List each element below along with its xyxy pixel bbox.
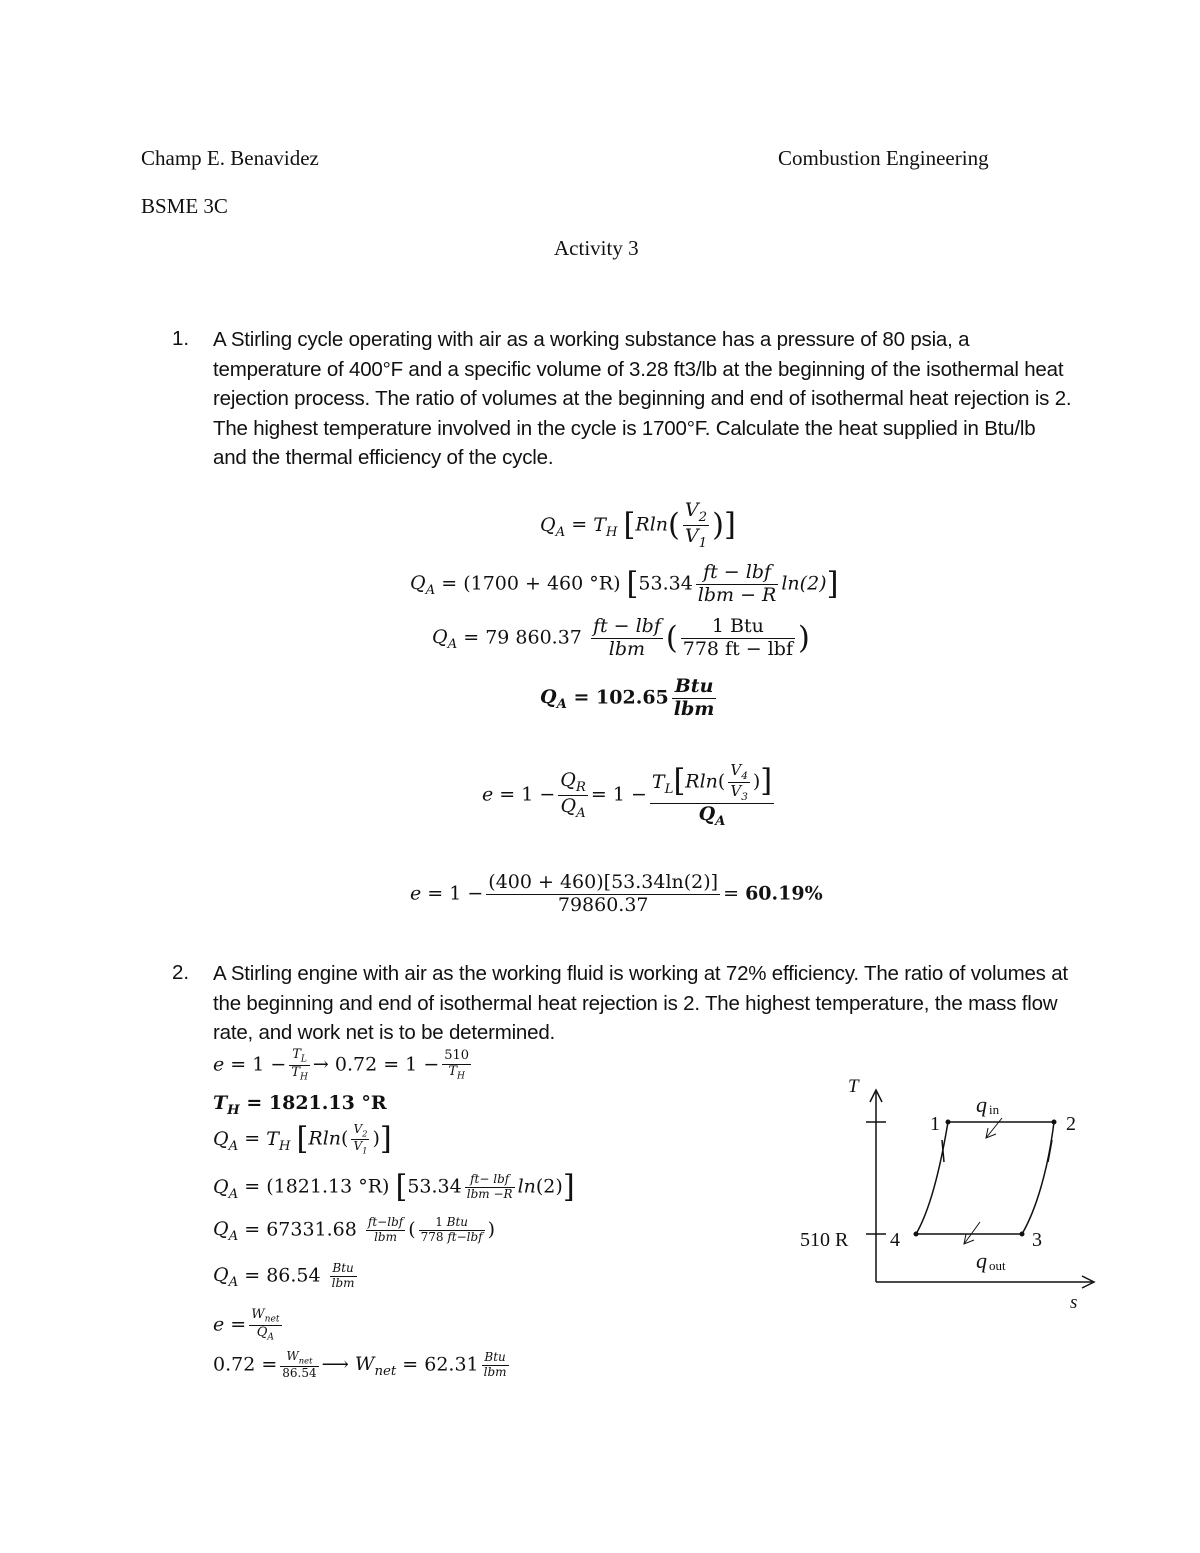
p2-wnet-result: 62.31 — [424, 1353, 479, 1376]
p1-conv-den: 778 ft − lbf — [682, 637, 793, 660]
problem-2-text: A Stirling engine with air as the working fluid is working at 72% efficiency. The ratio of volumes at the beginning and end of isothermal heat rejection is 2. The highest temperature, the mass flow rate, and work net is to be determined. — [213, 962, 1068, 1044]
p1-eq-qa-substitution: $Q_A = (1700 + 460$ °R) [53.34 $\frac{\text{ft − lbf}}{\text{lbm − R}}$ ln(2)] — [410, 561, 839, 606]
p1-conv-num: 1 Btu — [711, 615, 764, 637]
q-out-subscript: out — [989, 1258, 1006, 1273]
p2-eq-efficiency-def: e = $\frac{W_{net}}{Q_A}$ — [213, 1307, 280, 1343]
p1-eff-result: 60.19% — [745, 882, 823, 905]
p2-step2-prefix: (1821.13 °R) — [266, 1175, 390, 1198]
p1-step2-prefix: (1700 + 460 °R) — [463, 572, 621, 595]
p1-eq-qa-formula: $Q_A = T_H$ [Rln( $\frac{V_2}{V_1}$ )] — [540, 499, 736, 551]
p1-step3-value: 79 860.37 — [485, 626, 582, 649]
p2-step2-coef: 53.34 — [407, 1175, 462, 1198]
point-4-label: 4 — [890, 1229, 900, 1251]
point-1-label: 1 — [930, 1113, 940, 1135]
p2-eff-repeat: 0.72 — [213, 1353, 256, 1376]
point-3-label: 3 — [1032, 1229, 1042, 1251]
section: BSME 3C — [141, 194, 228, 218]
tl-label: 510 R — [800, 1229, 849, 1251]
p1-eff-numerator: (400 + 460)[53.34ln(2)] — [488, 871, 719, 893]
page-title: Activity 3 — [554, 236, 639, 260]
process-4-1 — [916, 1122, 948, 1234]
problem-2-number: 2. — [172, 961, 190, 984]
p1-step2-coef: 53.34 — [638, 572, 693, 595]
q-in-symbol: q — [976, 1092, 987, 1117]
p2-eff-value: 0.72 — [334, 1053, 378, 1076]
q-in-subscript: in — [989, 1102, 1000, 1117]
p1-eq-qa-result: $Q_A = 102.65$ $\frac{\text{Btu}}{\text{lbm}}$ — [540, 675, 715, 720]
curve-mark-right — [1048, 1140, 1052, 1162]
point-2-label: 2 — [1066, 1113, 1076, 1135]
p2-eq-wnet-result: 0.72 = $\frac{W_{net}}{86.54}$ ⟶ $W_{net} = 62.31$ $\frac{\text{Btu}}{\text{lbm}}$ — [213, 1349, 507, 1381]
p2-eq-qa-value: $Q_A = 67331.68$ $\frac{\text{ft−lbf}}{\text{lbm}}$ ( $\frac{\text{1 Btu}}{\text{778 ft−lbf}}$ ) — [213, 1215, 496, 1245]
p2-eq-efficiency: e = 1 − $\frac{T_L}{T_H}$ → 0.72 = 1 − $\frac{510}{T_H}$ — [213, 1047, 470, 1083]
p2-step3-value: 67331.68 — [266, 1218, 357, 1241]
p2-eq-qa-result: $Q_A = 86.54$ $\frac{\text{Btu}}{\text{lbm}}$ — [213, 1261, 355, 1291]
p2-tl-value: 510 — [444, 1048, 470, 1064]
axis-label-s: s — [1070, 1292, 1078, 1313]
p2-qa-den: 86.54 — [282, 1366, 317, 1381]
p2-th-result: 1821.13 °R — [268, 1092, 387, 1114]
point-3-dot — [1020, 1232, 1025, 1237]
p1-result-value: 102.65 — [596, 686, 669, 709]
p1-eq-efficiency-formula: e = 1 − $\frac{Q_R}{Q_A}$ = 1 − $T_L[Rln$( $\frac{V_4}{V_3}$ )] $Q_A$ — [482, 761, 773, 829]
point-4-dot — [914, 1232, 919, 1237]
p1-eq-efficiency-calc: e = 1 − $\frac{(400 + 460)[53.34\ln(2)]}{79860.37}$ = 60.19% — [410, 871, 823, 916]
p2-eq-th-result: $T_H = 1821.13$ °R — [213, 1092, 387, 1118]
course-name: Combustion Engineering — [778, 146, 989, 170]
p2-eq-qa-formula: $Q_A = T_H$ [Rln( $\frac{V_2}{V_1}$ )] — [213, 1121, 392, 1157]
point-2-dot — [1052, 1120, 1057, 1125]
p1-eq-qa-value: $Q_A = 79$ 860.37 $\frac{\text{ft − lbf}}{\text{lbm}}$ ( $\frac{\text{1 Btu}}{\text{778 ft − lbf}}$ ) — [432, 615, 810, 660]
p1-eff-denominator: 79860.37 — [486, 894, 720, 917]
p2-qa-result: 86.54 — [266, 1264, 321, 1287]
ts-diagram — [790, 1070, 1110, 1320]
q-out-symbol: q — [976, 1248, 987, 1273]
p1-step2-log: ln(2) — [781, 572, 827, 595]
problem-1-number: 1. — [172, 327, 190, 350]
student-name: Champ E. Benavidez — [141, 146, 319, 170]
problem-1-text: A Stirling cycle operating with air as a working substance has a pressure of 80 psia, a temperature of 400°F and a specific volume of 3.28 ft3/lb at the beginning of the isothermal heat rejection process. The ratio of volumes at the beginning and end of isothermal heat rejection is 2. The highest temperature involved in the cycle is 1700°F. Calculate the heat supplied in Btu/lb and the thermal efficiency of the cycle. — [213, 328, 1072, 469]
process-2-3 — [1022, 1122, 1054, 1234]
p2-eq-qa-substitution: $Q_A = (1821.13$ °R) [53.34 $\frac{\text{ft− lbf}}{\text{lbm −R}}$ ln(2)] — [213, 1170, 575, 1205]
point-1-dot — [946, 1120, 951, 1125]
axis-label-t: T — [848, 1076, 859, 1097]
